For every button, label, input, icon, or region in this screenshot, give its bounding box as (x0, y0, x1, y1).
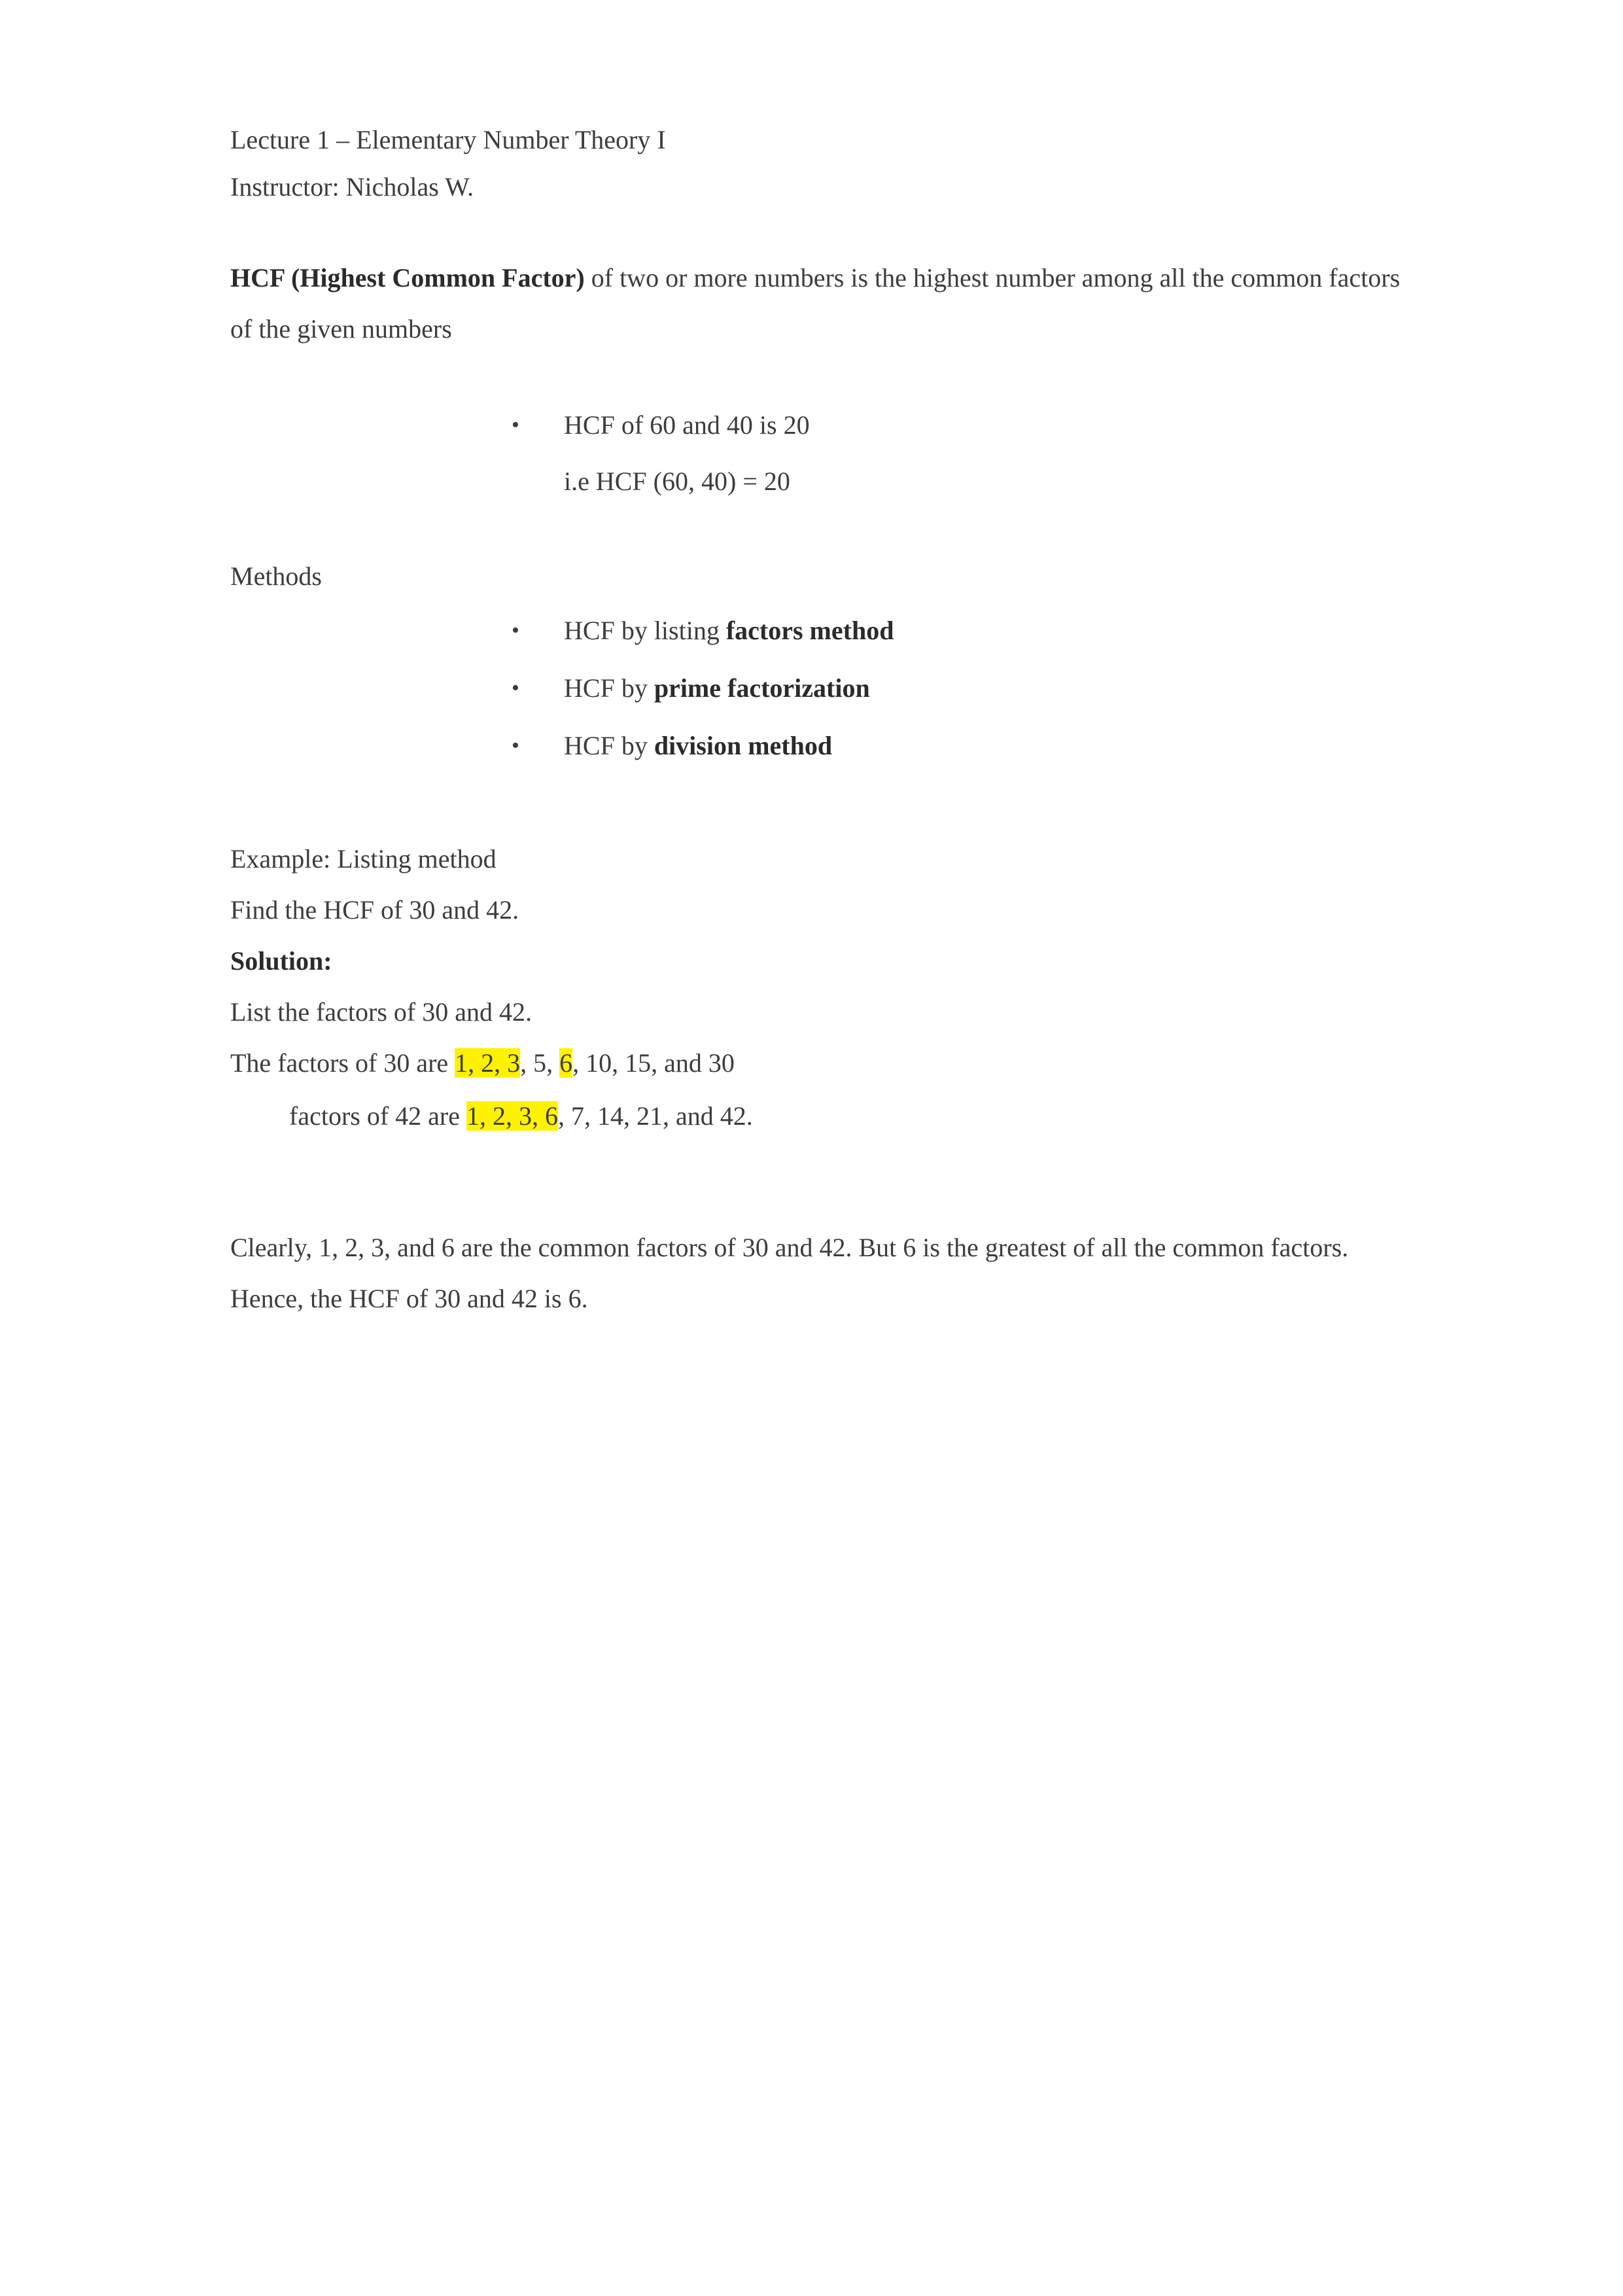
spacer (230, 211, 1414, 253)
list-item (512, 660, 1414, 717)
factors42-suffix: , 7, 14, 21, and 42. (557, 1101, 753, 1131)
example-sub-line: i.e HCF (60, 40) = 20 (564, 467, 790, 496)
conclusion-paragraph: Clearly, 1, 2, 3, and 6 are the common factors of 30 and 42. But 6 is the greatest of all the common factors. Hence, the HCF of 30 and 42 is 6. (230, 1233, 1349, 1313)
lecture-title: Lecture 1 – Elementary Number Theory I (230, 125, 666, 154)
method-prefix: HCF by (564, 673, 654, 703)
method-strong: factors method (725, 616, 894, 645)
example-question: Find the HCF of 30 and 42. (230, 895, 519, 925)
list-item (512, 602, 1414, 660)
method-strong: prime factorization (654, 673, 870, 703)
instructor-line: Instructor: Nicholas W. (230, 172, 474, 202)
spacer (230, 355, 1414, 397)
spacer (230, 1144, 1414, 1222)
factors-of-30-line (230, 1038, 1414, 1089)
method-prefix: HCF by (564, 731, 654, 760)
definition-term: HCF (Highest Common Factor) (230, 263, 585, 292)
factors30-mid: , 5, (520, 1048, 560, 1078)
method-prefix: HCF by listing (564, 616, 726, 645)
document-body (230, 116, 1414, 1324)
factors42-prefix: factors of 42 are (289, 1101, 466, 1131)
example-title: Example: Listing method (230, 844, 497, 874)
methods-heading: Methods (230, 561, 322, 591)
list-item: • HCF of 60 and 40 is 20 (512, 397, 1414, 454)
highlight-factors30-a: 1, 2, 3 (455, 1048, 521, 1078)
highlight-factors42: 1, 2, 3, 6 (466, 1101, 558, 1131)
list-instruction: List the factors of 30 and 42. (230, 997, 532, 1027)
methods-list (230, 602, 1414, 775)
definition-paragraph (230, 253, 1414, 355)
definition-rest: of two or more numbers is the highest number among all the common factors of the given numbers (230, 263, 1401, 344)
factors-of-42-line (289, 1089, 1414, 1144)
factors30-prefix: The factors of 30 are (230, 1048, 455, 1078)
spacer (230, 509, 1414, 551)
spacer (230, 775, 1414, 834)
method-strong: division method (654, 731, 833, 760)
highlight-factors30-b: 6 (559, 1048, 573, 1078)
example-bullet-list (230, 397, 1414, 454)
factors30-suffix: , 10, 15, and 30 (572, 1048, 735, 1078)
list-item (512, 717, 1414, 775)
solution-label: Solution: (230, 946, 332, 976)
